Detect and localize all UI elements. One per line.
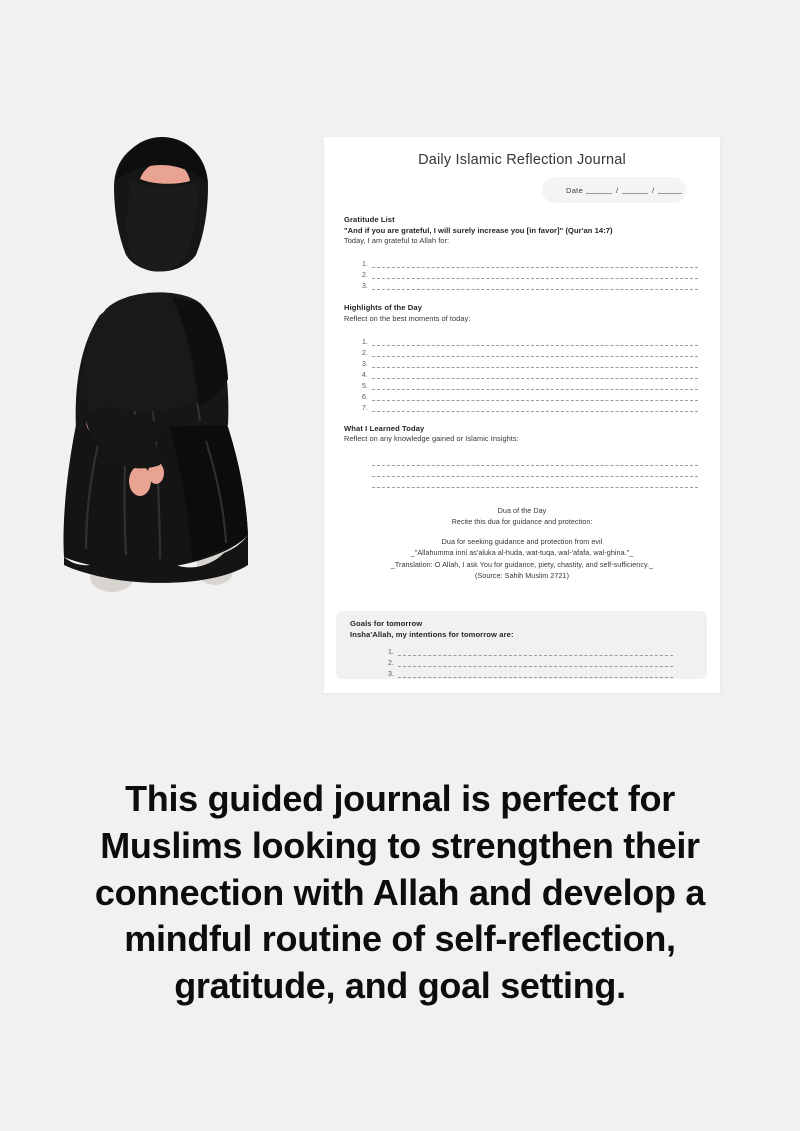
gratitude-lines xyxy=(362,257,720,290)
list-item[interactable] xyxy=(388,656,707,667)
line-number: 5. xyxy=(362,382,368,390)
date-month-slot[interactable] xyxy=(622,186,648,194)
line-number: 2. xyxy=(362,349,368,357)
list-item[interactable] xyxy=(362,257,720,268)
list-item[interactable] xyxy=(372,455,720,466)
date-field[interactable] xyxy=(542,177,686,203)
write-line[interactable] xyxy=(372,457,698,466)
date-day-slot[interactable] xyxy=(586,186,612,194)
date-separator-2: / xyxy=(652,185,655,195)
learned-subtitle: Reflect on any knowledge gained or Islamic Insights: xyxy=(344,434,519,443)
line-number: 4. xyxy=(362,371,368,379)
write-line[interactable] xyxy=(372,259,698,268)
goals-lines xyxy=(388,645,707,678)
line-number: 3. xyxy=(362,360,368,368)
list-item[interactable] xyxy=(388,667,707,678)
write-line[interactable] xyxy=(372,392,698,401)
line-number: 2. xyxy=(362,272,368,279)
dua-purpose: Dua for seeking guidance and protection from evil xyxy=(441,537,603,547)
write-line[interactable] xyxy=(372,381,698,390)
gratitude-title: Gratitude List xyxy=(344,215,395,224)
write-line[interactable] xyxy=(372,337,698,346)
line-number: 6. xyxy=(362,393,368,401)
line-number: 7. xyxy=(362,404,368,412)
goals-inner xyxy=(336,611,707,678)
list-item[interactable] xyxy=(388,645,707,656)
promotional-caption: This guided journal is perfect for Muslims looking to strengthen their connection with Allah and develop a mindful routine of self-reflection, gratitude, and goal setting. xyxy=(94,778,706,1007)
list-item[interactable] xyxy=(362,346,720,357)
list-item[interactable] xyxy=(372,477,720,488)
goals-title: Goals for tomorrow xyxy=(350,619,423,628)
journal-page-card xyxy=(324,137,720,693)
line-number: 1. xyxy=(362,338,368,346)
journal-content xyxy=(324,215,720,581)
write-line[interactable] xyxy=(372,370,698,379)
highlights-subtitle: Reflect on the best moments of today: xyxy=(344,313,471,323)
dua-transliteration: _"Allahumma inni as'aluka al-huda, wat-tuqa, wal-'afafa, wal-ghina."_ xyxy=(410,548,634,558)
dua-spacer xyxy=(324,527,720,536)
section-gratitude xyxy=(344,215,720,245)
dua-title: Dua of the Day xyxy=(497,506,547,515)
write-line[interactable] xyxy=(372,359,698,368)
date-year-slot[interactable] xyxy=(658,186,682,194)
list-item[interactable] xyxy=(362,279,720,290)
learned-title: What I Learned Today xyxy=(344,423,425,433)
gratitude-quote: "And if you are grateful, I will surely increase you [in favor]" (Qur'an 14:7) xyxy=(344,225,613,235)
list-item[interactable] xyxy=(362,390,720,401)
line-number: 3. xyxy=(388,670,394,678)
illustration-svg xyxy=(40,125,270,605)
learned-lines xyxy=(372,455,720,488)
write-line[interactable] xyxy=(372,270,698,279)
write-line[interactable] xyxy=(398,658,673,667)
section-highlights xyxy=(344,303,720,323)
muslim-woman-niqab-illustration xyxy=(40,125,270,605)
write-line[interactable] xyxy=(372,281,698,290)
dua-source: (Source: Sahih Muslim 2721) xyxy=(474,570,570,580)
list-item[interactable] xyxy=(362,357,720,368)
section-learned xyxy=(344,424,720,444)
line-number: 2. xyxy=(388,659,394,667)
line-number: 1. xyxy=(388,648,394,656)
write-line[interactable] xyxy=(398,669,673,678)
write-line[interactable] xyxy=(372,468,698,477)
highlights-lines xyxy=(362,335,720,412)
dua-instruction: Recite this dua for guidance and protection: xyxy=(451,517,593,527)
gratitude-subtitle: Today, I am grateful to Allah for: xyxy=(344,236,450,245)
goals-subtitle: Insha'Allah, my intentions for tomorrow are: xyxy=(350,629,514,639)
line-number: 1. xyxy=(362,261,368,268)
list-item[interactable] xyxy=(372,466,720,477)
dua-translation: _Translation: O Allah, I ask You for guidance, piety, chastity, and self-sufficiency._ xyxy=(390,559,654,569)
list-item[interactable] xyxy=(362,368,720,379)
write-line[interactable] xyxy=(398,647,673,656)
write-line[interactable] xyxy=(372,403,698,412)
highlights-title: Highlights of the Day xyxy=(344,303,423,312)
section-dua xyxy=(324,505,720,581)
date-label: Date xyxy=(566,185,584,195)
list-item[interactable] xyxy=(362,379,720,390)
goals-panel xyxy=(336,611,707,679)
line-number: 3. xyxy=(362,283,368,290)
list-item[interactable] xyxy=(362,401,720,412)
write-line[interactable] xyxy=(372,348,698,357)
write-line[interactable] xyxy=(372,479,698,488)
list-item[interactable] xyxy=(362,268,720,279)
page-title: Daily Islamic Reflection Journal xyxy=(418,152,626,168)
list-item[interactable] xyxy=(362,335,720,346)
date-separator-1: / xyxy=(616,185,619,195)
